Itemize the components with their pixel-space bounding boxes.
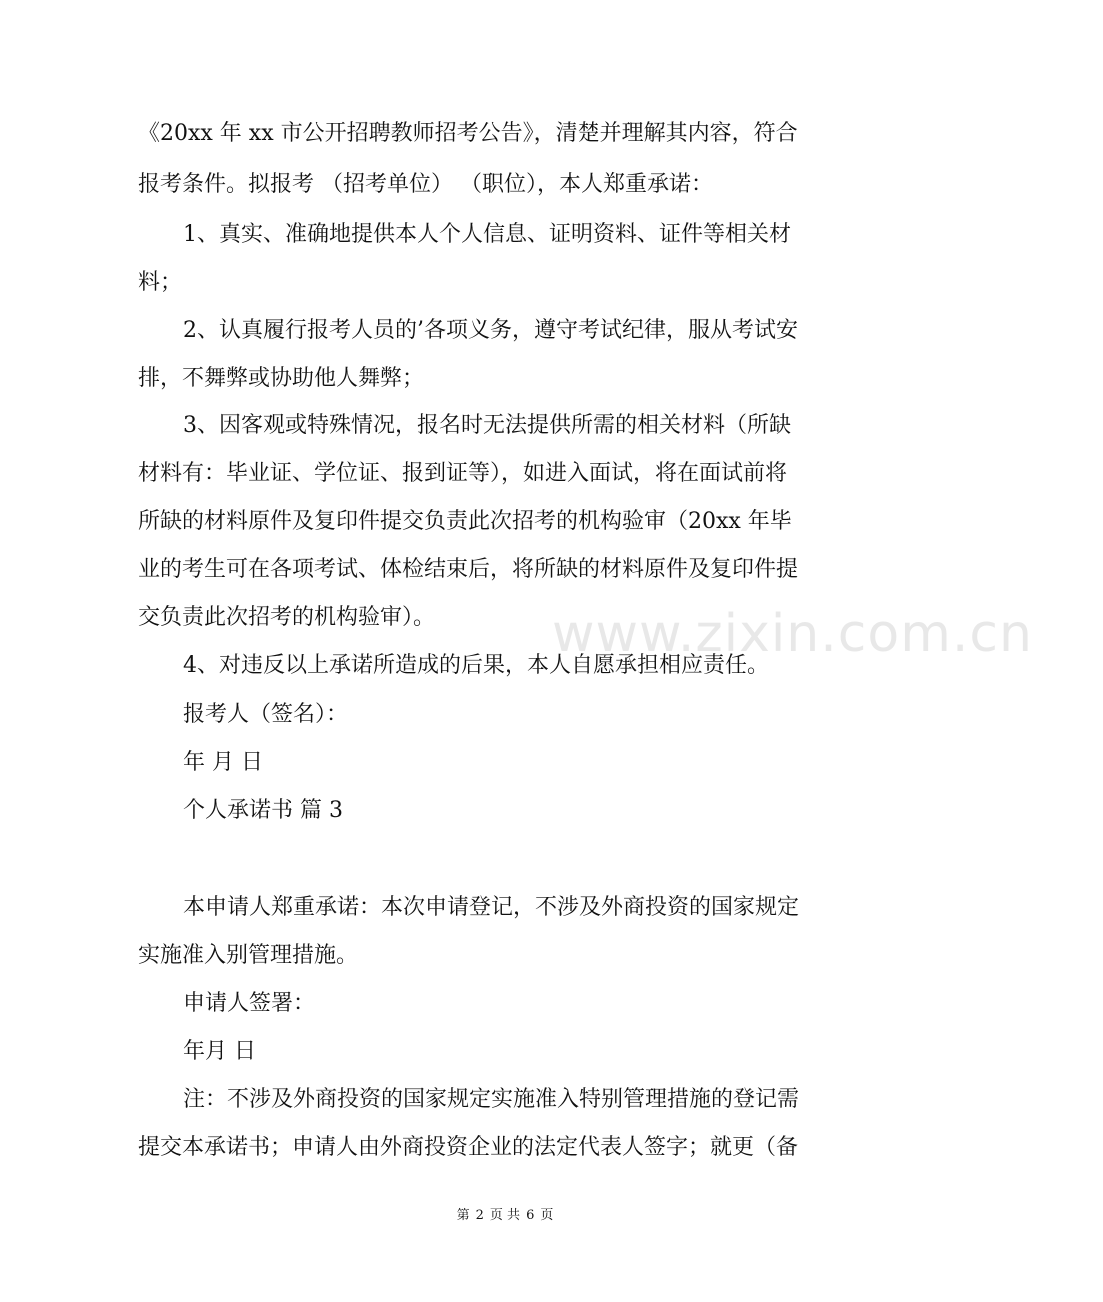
text-line: 注：不涉及外商投资的国家规定实施准入特别管理措施的登记需 <box>183 1087 800 1112</box>
page-footer <box>0 1206 920 1226</box>
text-line: 本申请人郑重承诺：本次申请登记，不涉及外商投资的国家规定 <box>183 895 800 920</box>
watermark: www.zixin.com.cn <box>552 604 1033 664</box>
text-line: 所缺的材料原件及复印件提交负责此次招考的机构验审（20xx 年毕 <box>138 509 792 534</box>
signature-label: 报考人（签名）： <box>183 702 349 727</box>
text-line: 《20xx 年 xx 市公开招聘教师招考公告》，清楚并理解其内容，符合 <box>138 121 798 146</box>
text-line: 报考条件。拟报考 （招考单位） （职位），本人郑重承诺： <box>138 172 713 197</box>
text-line: 料； <box>138 270 183 295</box>
date-label: 年月 日 <box>183 1039 256 1064</box>
text-line: 排，不舞弊或协助他人舞弊； <box>138 366 425 391</box>
text-line: 3、因客观或特殊情况，报名时无法提供所需的相关材料（所缺 <box>183 413 791 438</box>
footer-suffix: 页 <box>540 1208 554 1223</box>
text-line: 提交本承诺书；申请人由外商投资企业的法定代表人签字；就更（备 <box>138 1135 799 1160</box>
text-line: 2、认真履行报考人员的’各项义务，遵守考试纪律，服从考试安 <box>183 318 798 343</box>
text-line: 1、真实、准确地提供本人个人信息、证明资料、证件等相关材 <box>183 222 791 247</box>
text-line: 交负责此次招考的机构验审）。 <box>138 605 436 630</box>
date-label: 年 月 日 <box>183 750 263 775</box>
text-line: 4、对违反以上承诺所造成的后果，本人自愿承担相应责任。 <box>183 653 769 678</box>
text-line: 材料有：毕业证、学位证、报到证等），如进入面试，将在面试前将 <box>138 461 788 486</box>
text-line: 业的考生可在各项考试、体检结束后，将所缺的材料原件及复印件提 <box>138 557 799 582</box>
footer-middle: 页 共 <box>489 1208 521 1223</box>
text-line: 实施准入别管理措施。 <box>138 943 359 968</box>
section-heading: 个人承诺书 篇 3 <box>183 798 343 823</box>
current-page-number: 2 <box>475 1208 484 1223</box>
footer-prefix: 第 <box>456 1208 470 1223</box>
signature-label: 申请人签署： <box>183 991 316 1016</box>
total-pages-number: 6 <box>526 1208 535 1223</box>
